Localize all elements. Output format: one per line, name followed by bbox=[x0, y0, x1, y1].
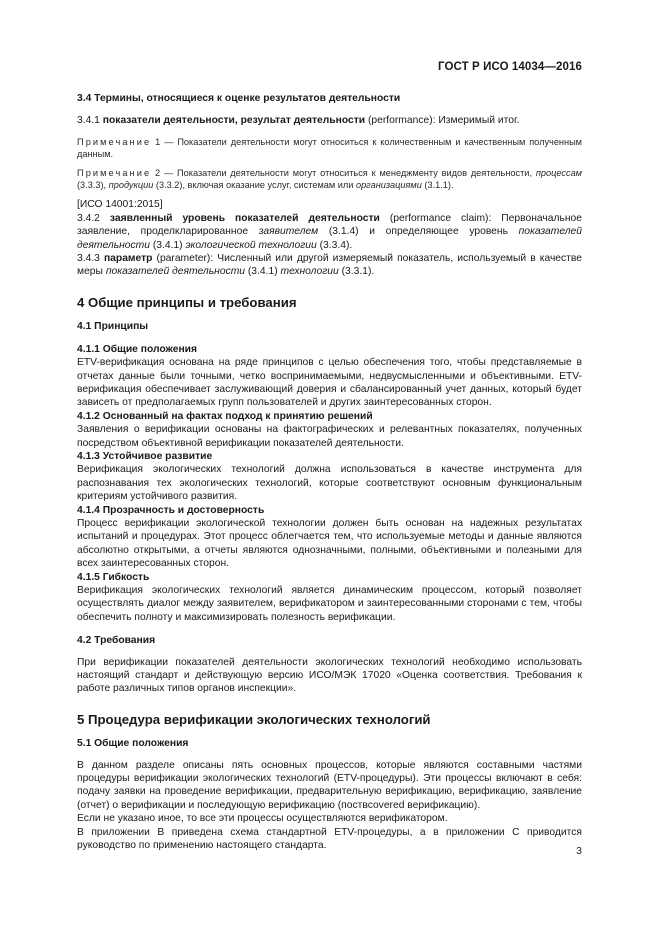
section-4-1-1-text: ETV-верификация основана на ряде принципов с целью обеспечения того, чтобы представляемые в отчетах данные были точными, четко воспринимаемыми, недвусмысленными и объективными. ETV-верификация обеспечивает заслуживающий доверия и сбалансированный учет данных, который будет зависеть от предполагаемых групп пользователей и других заинтересованных сторон. bbox=[77, 357, 582, 409]
term-definition: (performance): Измеримый итог. bbox=[367, 115, 520, 127]
term-name: заявленный уровень показателей деятельности bbox=[109, 212, 380, 224]
section-5-heading: 5 Процедура верификации экологических технологий bbox=[77, 711, 431, 727]
section-5-1-text-1: В данном разделе описаны пять основных процессов, которые являются составными частями процедуры верификации экологических технологий (ETV-процедуры). Эти процессы включают в себя: подачу заявки на проведение верификации, предварительную верификацию, верификацию, заявление (отчет) о верификации и последующую верификацию (поствcovered верификацию). bbox=[77, 759, 582, 811]
note-label: Примечание bbox=[77, 136, 152, 147]
section-4-1-2-text: Заявления о верификации основаны на фактографических и релевантных показателях, полученных посредством объективной верификации показателей деятельности. bbox=[77, 424, 582, 449]
section-3-4-heading: 3.4 Термины, относящиеся к оценке результатов деятельности bbox=[77, 93, 401, 104]
term-3-4-1 bbox=[77, 114, 582, 127]
term-3-4-3 bbox=[77, 252, 582, 279]
section-5-1-heading: 5.1 Общие положения bbox=[77, 738, 189, 750]
term-definition: (parameter): Численный или другой измеряемый показатель, используемый в качестве меры bbox=[77, 253, 582, 278]
section-5-1-text-3: В приложении В приведена схема стандартной ETV-процедуры, а в приложении С приводится руководство по применению настоящего стандарта. bbox=[77, 826, 582, 852]
section-4-1-heading: 4.1 Принципы bbox=[77, 321, 149, 333]
term-ref: показателей деятельности bbox=[105, 266, 245, 278]
term-definition: (3.4.1) bbox=[152, 239, 183, 251]
section-4-1-1-heading: 4.1.1 Общие положения bbox=[77, 343, 197, 355]
note-text: (3.1.1). bbox=[424, 180, 454, 191]
section-4-1-3-heading: 4.1.3 Устойчивое развитие bbox=[77, 450, 213, 462]
term-ref: заявителем bbox=[258, 226, 319, 238]
section-4-2-heading: 4.2 Требования bbox=[77, 635, 156, 647]
note-text: 2 — Показатели деятельности могут относиться к менеджменту видов деятельности, bbox=[155, 167, 532, 178]
term-ref: показателей деятельности bbox=[77, 226, 582, 251]
note-label: Примечание bbox=[77, 167, 152, 178]
term-name: показатели деятельности, результат деятельности bbox=[102, 115, 366, 127]
section-5-1-text-2: Если не указано иное, то все эти процессы осуществляются верификатором. bbox=[77, 813, 448, 825]
note-text: 1 — Показатели деятельности могут относиться к количественным и качественным полученным данным. bbox=[77, 136, 583, 160]
note-ref: организациями bbox=[355, 180, 422, 191]
note-1 bbox=[77, 136, 582, 161]
term-definition: (3.3.1). bbox=[341, 266, 375, 278]
term-number: 3.4.3 bbox=[77, 253, 100, 265]
term-name: параметр bbox=[103, 253, 153, 265]
section-4-1-5-text: Верификация экологических технологий является динамическим процессом, который позволяет осуществлять диалог между заявителем, верификатором и заинтересованными сторонами с тем, чтобы обеспечить полноту и максимизировать полезность верификации. bbox=[77, 585, 582, 623]
section-4-1-3-text: Верификация экологических технологий должна использоваться в качестве инструмента для распознавания тех экологических технологий, которые соответствуют основным функциональным критериям устойчивого развития. bbox=[77, 464, 582, 503]
term-definition: (3.3.4). bbox=[319, 239, 353, 251]
term-3-4-2 bbox=[77, 212, 582, 252]
note-ref: процессам bbox=[535, 167, 582, 178]
term-number: 3.4.2 bbox=[77, 212, 100, 224]
term-number: 3.4.1 bbox=[77, 115, 100, 127]
page-number: 3 bbox=[576, 845, 582, 857]
term-definition: (3.1.4) и определяющее уровень bbox=[328, 226, 508, 238]
term-definition: (performance claim): Первоначальное заявление, проделкларированное bbox=[77, 212, 583, 238]
section-4-2-text: При верификации показателей деятельности экологических технологий необходимо использовать настоящий стандарт и действующую версию ИСО/МЭК 17020 «Оценка соответствия. Требования к работе различных типов органов инспекции». bbox=[77, 656, 582, 695]
section-4-1-4-heading: 4.1.4 Прозрачность и достоверность bbox=[77, 504, 265, 516]
note-ref: продукции bbox=[108, 180, 154, 191]
section-4-1-2-heading: 4.1.2 Основанный на фактах подход к принятию решений bbox=[77, 410, 373, 422]
page-content bbox=[77, 92, 582, 853]
term-ref: экологической технологии bbox=[185, 239, 317, 251]
term-definition: (3.4.1) bbox=[247, 266, 278, 278]
note-text: (3.3.3), bbox=[77, 180, 107, 191]
term-ref: технологии bbox=[280, 266, 339, 278]
section-4-1-5-heading: 4.1.5 Гибкость bbox=[77, 571, 150, 583]
section-4-1-4-text: Процесс верификации экологической технологии должен быть основан на надежных результатах испытаний и процедурах. Этот процесс облегчается тем, что используемые методы и данные являются абсолютно открытыми, а отчеты являются однозначными, полными, объективными и полезными для всех заинтересованных сторон. bbox=[77, 517, 582, 570]
note-text: (3.3.2), включая оказание услуг, системам или bbox=[155, 180, 354, 191]
section-4-heading: 4 Общие принципы и требования bbox=[77, 294, 297, 310]
source-reference: [ИСО 14001:2015] bbox=[77, 199, 163, 211]
note-2 bbox=[77, 167, 582, 192]
document-header: ГОСТ Р ИСО 14034—2016 bbox=[437, 61, 582, 73]
